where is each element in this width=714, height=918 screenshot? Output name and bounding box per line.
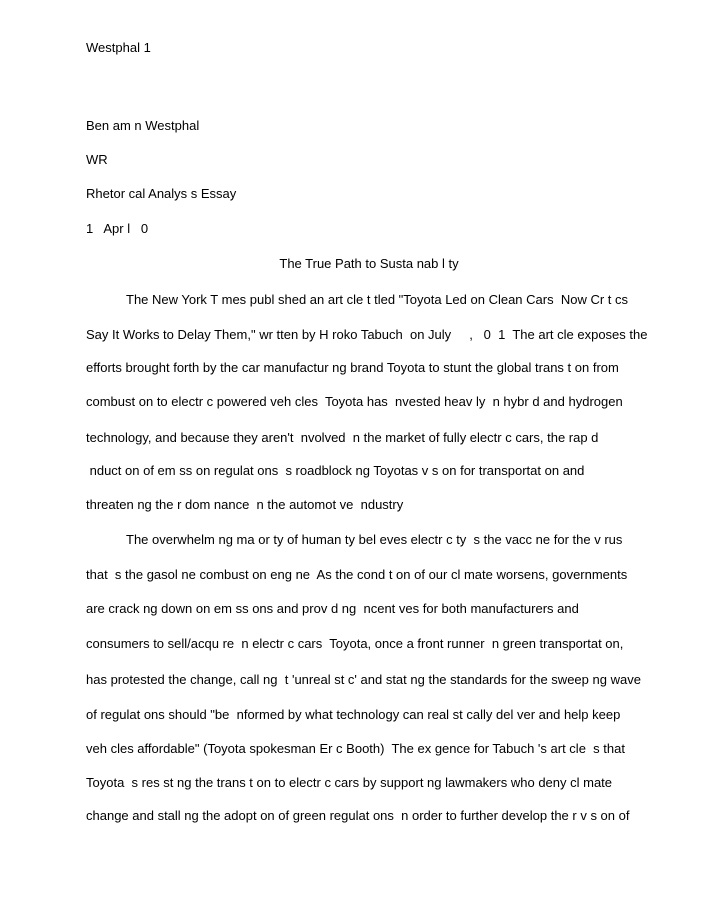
body-line: veh cles affordable" (Toyota spokesman Er c Booth) The ex gence for Tabuch 's art cle s that <box>86 741 625 756</box>
body-line: efforts brought forth by the car manufactur ng brand Toyota to stunt the global trans t on from <box>86 360 619 375</box>
body-line: Toyota s res st ng the trans t on to electr c cars by support ng lawmakers who deny cl mate <box>86 775 613 790</box>
body-line: Say It Works to Delay Them," wr tten by H roko Tabuch on July , 0 1 The art cle exposes the <box>86 327 648 342</box>
essay-title: The True Path to Susta nab l ty <box>279 256 459 271</box>
running-header: Westphal 1 <box>86 40 151 55</box>
body-line: The New York T mes publ shed an art cle t tled "Toyota Led on Clean Cars Now Cr t cs <box>126 292 628 307</box>
course-name: WR <box>86 152 108 167</box>
essay-date: 1 Apr l 0 <box>86 221 149 236</box>
body-line: has protested the change, call ng t 'unreal st c' and stat ng the standards for the sweep ng wave <box>86 672 641 687</box>
body-line: are crack ng down on em ss ons and prov d ng ncent ves for both manufacturers and <box>86 601 579 616</box>
body-line: combust on to electr c powered veh cles Toyota has nvested heav ly n hybr d and hydrogen <box>86 394 623 409</box>
body-line: The overwhelm ng ma or ty of human ty bel eves electr c ty s the vacc ne for the v rus <box>126 532 623 547</box>
assignment-name: Rhetor cal Analys s Essay <box>86 186 237 201</box>
body-line: technology, and because they aren't nvolved n the market of fully electr c cars, the rap d <box>86 430 599 445</box>
author-name: Ben am n Westphal <box>86 118 200 133</box>
body-line: nduct on of em ss on regulat ons s roadblock ng Toyotas v s on for transportat on and <box>86 463 585 478</box>
body-line: change and stall ng the adopt on of green regulat ons n order to further develop the r v s on of <box>86 808 630 823</box>
body-line: of regulat ons should "be nformed by what technology can real st cally del ver and help keep <box>86 707 621 722</box>
body-line: consumers to sell/acqu re n electr c cars Toyota, once a front runner n green transportat on, <box>86 636 624 651</box>
body-line: threaten ng the r dom nance n the automot ve ndustry <box>86 497 404 512</box>
body-line: that s the gasol ne combust on eng ne As the cond t on of our cl mate worsens, governments <box>86 567 628 582</box>
